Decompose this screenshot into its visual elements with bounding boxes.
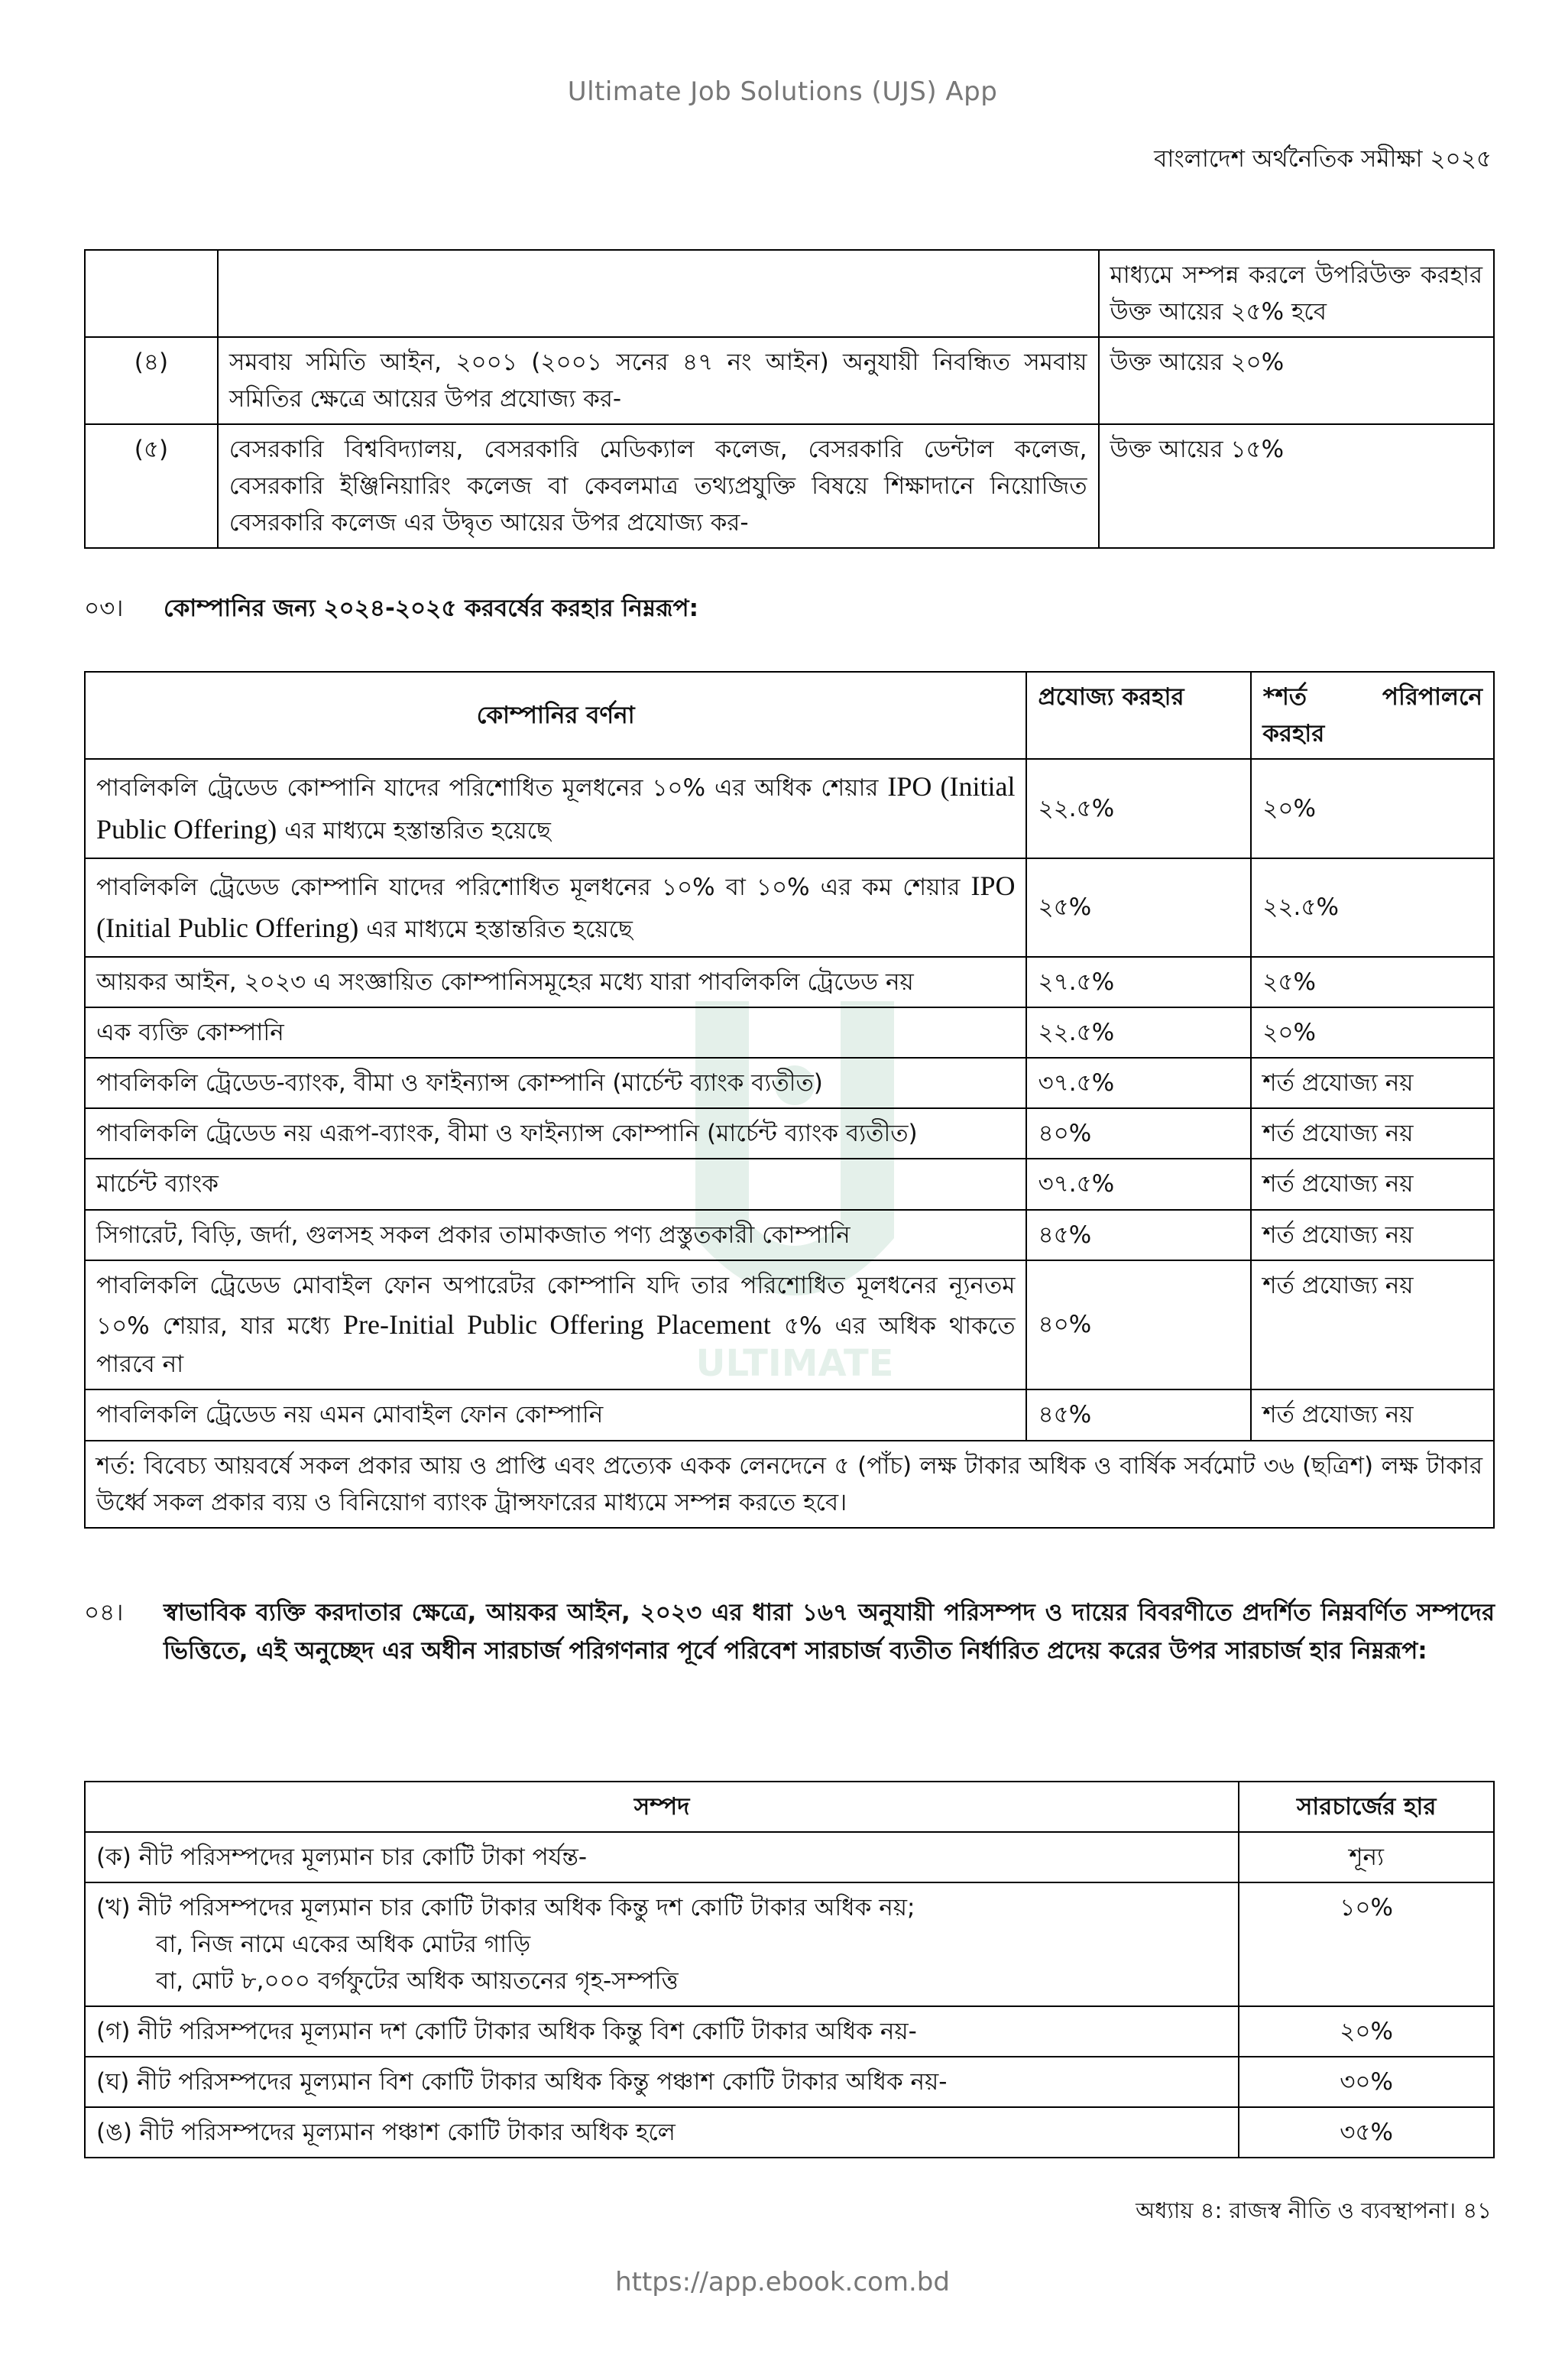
table-header-row (85, 672, 1494, 759)
section-title: কোম্পানির জন্য ২০২৪-২০২৫ করবর্ষের করহার নিম্নরূপ: (164, 595, 698, 622)
table-row (85, 1159, 1494, 1209)
english-term: IPO (Initial Public Offering) (96, 771, 1016, 845)
conditional-rate: শর্ত প্রযোজ্য নয় (1251, 1108, 1494, 1159)
row-description (218, 250, 1099, 337)
tax-rate-table-continued (84, 249, 1495, 549)
company-description (85, 759, 1026, 858)
surcharge-rate: শূন্য (1239, 1832, 1494, 1882)
conditional-rate: ২০% (1251, 759, 1494, 858)
conditional-rate: শর্ত প্রযোজ্য নয় (1251, 1260, 1494, 1390)
table-row (85, 337, 1494, 424)
applicable-rate: ৪৫% (1026, 1210, 1251, 1260)
conditional-rate: ২০% (1251, 1007, 1494, 1058)
table-row (85, 1882, 1494, 2006)
company-description (85, 1210, 1026, 1260)
table-row (85, 858, 1494, 958)
asset-description (85, 1832, 1239, 1882)
company-description (85, 1108, 1026, 1159)
applicable-rate: ৩৭.৫% (1026, 1058, 1251, 1108)
chapter-footer: অধ্যায় ৪: রাজস্ব নীতি ও ব্যবস্থাপনা। ৪১ (1136, 2197, 1492, 2223)
asset-line: (ক) নীট পরিসম্পদের মূল্যমান চার কোটি টাকা পর্যন্ত- (96, 1843, 588, 1872)
row-description: সমবায় সমিতি আইন, ২০০১ (২০০১ সনের ৪৭ নং আইন) অনুযায়ী নিবন্ধিত সমবায় সমিতির ক্ষেত্রে আয়ের উপর প্রযোজ্য কর- (218, 337, 1099, 424)
column-header-conditional-rate: *শর্ত পরিপালনে করহার (1251, 672, 1494, 759)
asset-line: (ঙ) নীট পরিসম্পদের মূল্যমান পঞ্চাশ কোটি টাকার অধিক হলে (96, 2119, 676, 2147)
company-description (85, 1260, 1026, 1390)
description-text: এর মাধ্যমে হস্তান্তরিত হয়েছে (277, 816, 551, 845)
watermark-brand: ULTIMATE (695, 1342, 894, 1385)
condition-note-row (85, 1441, 1494, 1528)
company-description (85, 1389, 1026, 1440)
asset-line: (গ) নীট পরিসম্পদের মূল্যমান দশ কোটি টাকার অধিক কিন্তু বিশ কোটি টাকার অধিক নয়- (96, 2018, 917, 2046)
asset-line: (খ) নীট পরিসম্পদের মূল্যমান চার কোটি টাকার অধিক কিন্তু দশ কোটি টাকার অধিক নয়; (96, 1894, 915, 1922)
table-row (85, 1108, 1494, 1159)
asset-line: (ঘ) নীট পরিসম্পদের মূল্যমান বিশ কোটি টাকার অধিক কিন্তু পঞ্চাশ কোটি টাকার অধিক নয়- (96, 2068, 948, 2096)
table-row (85, 1260, 1494, 1390)
description-text: পাবলিকলি ট্রেডেড মোবাইল ফোন অপারেটর কোম্পানি যদি তার পরিশোধিত মূলধনের ন্যূনতম ১০% শেয়ার, যার মধ্যে (96, 1271, 1016, 1340)
applicable-rate: ২২.৫% (1026, 1007, 1251, 1058)
company-description (85, 1058, 1026, 1108)
description-text: পাবলিকলি ট্রেডেড কোম্পানি যাদের পরিশোধিত মূলধনের ১০% বা ১০% এর কম শেয়ার (96, 873, 971, 901)
applicable-rate: ৪৫% (1026, 1389, 1251, 1440)
app-title: Ultimate Job Solutions (UJS) App (567, 76, 998, 107)
description-text: এর মাধ্যমে হস্তান্তরিত হয়েছে (358, 916, 633, 944)
surcharge-rate: ৩০% (1239, 2057, 1494, 2107)
asset-line: বা, মোট ৮,০০০ বর্গফুটের অধিক আয়তনের গৃহ-সম্পত্তি (156, 1967, 679, 1996)
description-text: পাবলিকলি ট্রেডেড-ব্যাংক, বীমা ও ফাইন্যান্স কোম্পানি (মার্চেন্ট ব্যাংক ব্যতীত) (96, 1069, 823, 1098)
conditional-rate: ২২.৫% (1251, 858, 1494, 958)
surcharge-rate: ২০% (1239, 2006, 1494, 2057)
company-description (85, 1159, 1026, 1209)
english-term: IPO (Initial Public Offering) (96, 870, 1016, 944)
table-row (85, 424, 1494, 548)
table-row (85, 759, 1494, 858)
description-text: পাবলিকলি ট্রেডেড নয় এমন মোবাইল ফোন কোম্পানি (96, 1401, 604, 1429)
column-header-description: কোম্পানির বর্ণনা (85, 672, 1026, 759)
table-row (85, 1832, 1494, 1882)
table-row (85, 1210, 1494, 1260)
section-3-heading (84, 590, 698, 630)
column-header-rate: প্রযোজ্য করহার (1026, 672, 1251, 759)
conditional-rate: শর্ত প্রযোজ্য নয় (1251, 1389, 1494, 1440)
company-description (85, 858, 1026, 958)
row-rate: মাধ্যমে সম্পন্ন করলে উপরিউক্ত করহার উক্ত আয়ের ২৫% হবে (1099, 250, 1495, 337)
surcharge-rate-table (84, 1781, 1495, 2158)
table-row (85, 250, 1494, 337)
section-number: ০৪। (84, 1599, 124, 1626)
description-text: পাবলিকলি ট্রেডেড নয় এরূপ-ব্যাংক, বীমা ও ফাইন্যান্স কোম্পানি (মার্চেন্ট ব্যাংক ব্যতীত) (96, 1120, 918, 1148)
applicable-rate: ৪০% (1026, 1260, 1251, 1390)
table-row (85, 1389, 1494, 1440)
section-text: স্বাভাবিক ব্যক্তি করদাতার ক্ষেত্রে, আয়কর আইন, ২০২৩ এর ধারা ১৬৭ অনুযায়ী পরিসম্পদ ও দায়ের বিবরণীতে প্রদর্শিত নিম্নবর্ণিত সম্পদের ভিত্তিতে, এই অনুচ্ছেদ এর অধীন সারচার্জ পরিগণনার পূর্বে পরিবেশ সারচার্জ ব্যতীত নির্ধারিত প্রদেয় করের উপর সারচার্জ হার নিম্নরূপ: (164, 1599, 1495, 1665)
english-term: Pre-Initial Public Offering Placement (342, 1308, 771, 1340)
asset-description (85, 2006, 1239, 2057)
condition-note: শর্ত: বিবেচ্য আয়বর্ষে সকল প্রকার আয় ও প্রাপ্তি এবং প্রত্যেক একক লেনদেনে ৫ (পাঁচ) লক্ষ টাকার অধিক ও বার্ষিক সর্বমোট ৩৬ (ছত্রিশ) লক্ষ টাকার উর্ধ্বে সকল প্রকার ব্যয় ও বিনিয়োগ ব্যাংক ট্রান্সফারের মাধ্যমে সম্পন্ন করতে হবে। (85, 1441, 1494, 1528)
asset-description (85, 2057, 1239, 2107)
footer-url: https://app.ebook.com.bd (615, 2267, 950, 2297)
applicable-rate: ২২.৫% (1026, 759, 1251, 858)
conditional-rate: শর্ত প্রযোজ্য নয় (1251, 1058, 1494, 1108)
conditional-rate: ২৫% (1251, 957, 1494, 1007)
description-text: ৫% এর অধিক থাকতে পারবে না (96, 1312, 1016, 1379)
column-header-asset: সম্পদ (85, 1782, 1239, 1832)
description-text: আয়কর আইন, ২০২৩ এ সংজ্ঞায়িত কোম্পানিসমূহের মধ্যে যারা পাবলিকলি ট্রেডেড নয় (96, 968, 914, 997)
asset-description (85, 1882, 1239, 2006)
asset-line: বা, নিজ নামে একের অধিক মোটর গাড়ি (156, 1931, 531, 1959)
conditional-rate: শর্ত প্রযোজ্য নয় (1251, 1159, 1494, 1209)
description-text: এক ব্যক্তি কোম্পানি (96, 1019, 284, 1047)
table-row (85, 1058, 1494, 1108)
applicable-rate: ৩৭.৫% (1026, 1159, 1251, 1209)
description-text: সিগারেট, বিড়ি, জর্দা, গুলসহ সকল প্রকার তামাকজাত পণ্য প্রস্তুতকারী কোম্পানি (96, 1221, 851, 1249)
surcharge-rate: ১০% (1239, 1882, 1494, 2006)
applicable-rate: ২৫% (1026, 858, 1251, 958)
table-row (85, 957, 1494, 1007)
applicable-rate: ৪০% (1026, 1108, 1251, 1159)
table-header-row (85, 1782, 1494, 1832)
conditional-rate: শর্ত প্রযোজ্য নয় (1251, 1210, 1494, 1260)
column-header-surcharge-rate: সারচার্জের হার (1239, 1782, 1494, 1832)
section-number: ০৩। (84, 595, 124, 622)
row-number (85, 250, 218, 337)
table-row (85, 1007, 1494, 1058)
company-tax-rate-table (84, 671, 1495, 1529)
table-row (85, 2107, 1494, 2158)
row-number: (৫) (85, 424, 218, 548)
description-text: পাবলিকলি ট্রেডেড কোম্পানি যাদের পরিশোধিত মূলধনের ১০% এর অধিক শেয়ার (96, 774, 888, 803)
row-rate: উক্ত আয়ের ১৫% (1099, 424, 1495, 548)
table-row (85, 2057, 1494, 2107)
row-rate: উক্ত আয়ের ২০% (1099, 337, 1495, 424)
row-description: বেসরকারি বিশ্ববিদ্যালয়, বেসরকারি মেডিক্যাল কলেজ, বেসরকারি ডেন্টাল কলেজ, বেসরকারি ইঞ্জিনিয়ারিং কলেজ বা কেবলমাত্র তথ্যপ্রযুক্তি বিষয়ে শিক্ষাদানে নিয়োজিত বেসরকারি কলেজ এর উদ্বৃত আয়ের উপর প্রযোজ্য কর- (218, 424, 1099, 548)
company-description (85, 1007, 1026, 1058)
surcharge-rate: ৩৫% (1239, 2107, 1494, 2158)
applicable-rate: ২৭.৫% (1026, 957, 1251, 1007)
description-text: মার্চেন্ট ব্যাংক (96, 1170, 219, 1198)
document-title: বাংলাদেশ অর্থনৈতিক সমীক্ষা ২০২৫ (1154, 145, 1492, 173)
section-4-paragraph (84, 1594, 1495, 1670)
company-description (85, 957, 1026, 1007)
row-number: (৪) (85, 337, 218, 424)
asset-description (85, 2107, 1239, 2158)
table-row (85, 2006, 1494, 2057)
